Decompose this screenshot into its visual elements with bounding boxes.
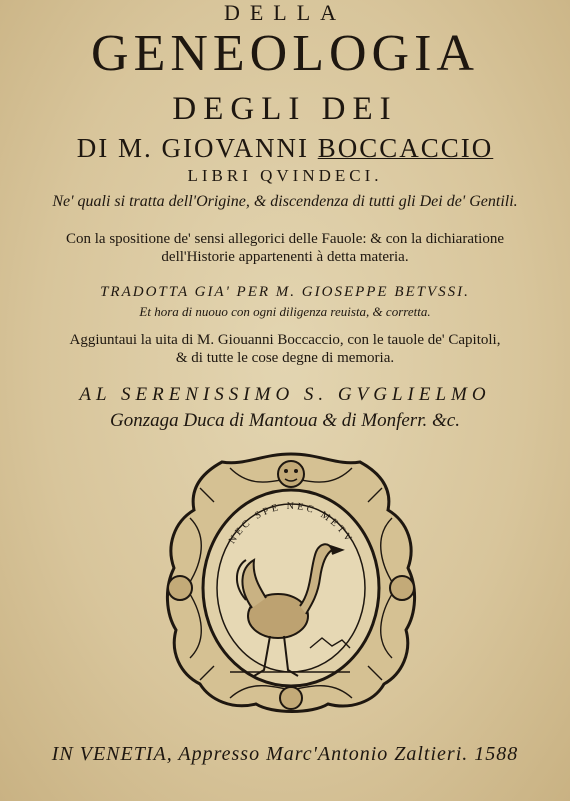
subject-line: Ne' quali si tratta dell'Origine, & discendenza di tutti gli Dei de' Gentili. xyxy=(52,193,518,210)
line-della: DELLA xyxy=(223,0,347,25)
revision-line: Et hora di nuouo con ogni diligenza reuista, & corretta. xyxy=(139,304,431,319)
libri-line: LIBRI QVINDECI. xyxy=(187,166,383,185)
additions-line-2: & di tutte le cose degne di memoria. xyxy=(175,350,395,366)
author-line xyxy=(0,134,570,162)
mask-top-icon xyxy=(278,461,304,487)
title-degli-dei: DEGLI DEI xyxy=(172,91,398,127)
additions-line-1: Aggiuntaui la uita di M. Giouanni Boccaccio, con le tauole de' Capitoli, xyxy=(69,332,501,348)
dedication-line-2: Gonzaga Duca di Mantoua & di Monferr. &c. xyxy=(110,410,460,431)
translator-line: TRADOTTA GIA' PER M. GIOSEPPE BETVSSI. xyxy=(100,284,470,300)
imprint-line: IN VENETIA, Appresso Marc'Antonio Zaltieri. 1588 xyxy=(51,743,519,765)
exposition-line-1: Con la spositione de' sensi allegorici delle Fauole: & con la dichiaratione xyxy=(65,231,504,247)
device-motto: NEC SPE NEC METV xyxy=(226,500,356,546)
exposition-line-2: dell'Historie appartenenti à detta materia. xyxy=(161,249,409,265)
author-prefix: DI M. GIOVANNI xyxy=(76,133,309,163)
printers-device-ostrich xyxy=(160,448,422,718)
title-geneologia: GENEOLOGIA xyxy=(91,25,479,82)
dedication-line: AL SERENISSIMO S. GVGLIELMO xyxy=(79,384,491,405)
author-surname: BOCCACCIO xyxy=(317,133,494,163)
